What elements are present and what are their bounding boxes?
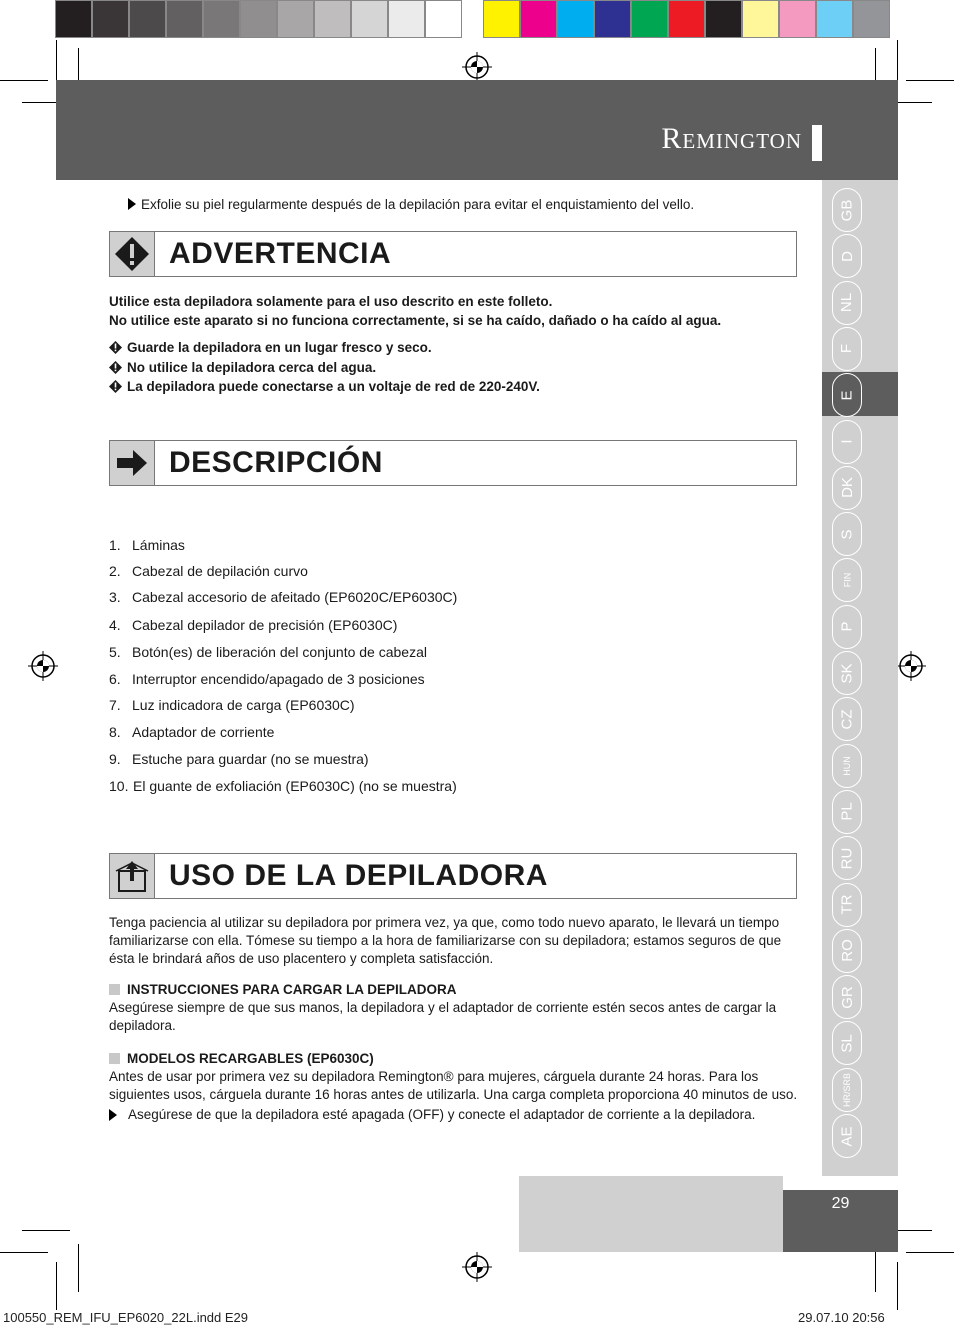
square-bullet-icon <box>109 984 120 995</box>
brand-logo: Remington <box>661 122 802 155</box>
language-tab-label: D <box>838 250 856 262</box>
list-item-number: 7. <box>109 697 121 713</box>
language-tab-label: GB <box>838 199 856 221</box>
language-tab-label: TR <box>838 894 856 915</box>
language-tab-e[interactable] <box>832 373 862 417</box>
list-item <box>109 778 457 794</box>
warning-diamond-icon <box>109 361 122 374</box>
calibration-swatch <box>203 0 240 38</box>
subsection-title-text: INSTRUCCIONES PARA CARGAR LA DEPILADORA <box>127 982 457 997</box>
language-tab-label: P <box>838 621 856 632</box>
list-item-text: Adaptador de corriente <box>132 724 275 740</box>
language-tab-s[interactable] <box>832 512 862 556</box>
list-item <box>109 617 397 633</box>
warning-item-text: Guarde la depiladora en un lugar fresco y seco. <box>127 340 432 355</box>
crop-mark <box>0 1252 48 1253</box>
warning-item-text: No utilice la depiladora cerca del agua. <box>127 359 377 375</box>
calibration-swatch <box>853 0 890 38</box>
section-title: ADVERTENCIA <box>169 237 392 270</box>
language-tab-hun[interactable] <box>832 744 862 788</box>
calibration-swatch <box>240 0 277 38</box>
list-item-text: El guante de exfoliación <box>133 778 282 794</box>
warning-item <box>109 378 799 397</box>
calibration-swatch <box>388 0 425 38</box>
calibration-swatch <box>779 0 816 38</box>
subsection-text: Asegúrese siempre de que sus manos, la depiladora y el adaptador de corriente estén secos antes de cargar la depiladora. <box>109 1000 777 1033</box>
calibration-swatch <box>425 0 462 38</box>
list-item-number: 6. <box>109 671 121 687</box>
warning-line: No utilice este aparato si no funciona correctamente, si se ha caído, dañado o ha caído al agua. <box>109 312 722 328</box>
list-item-model: (no se muestra) <box>266 751 369 767</box>
subsection-text: Antes de usar por primera vez su depiladora Remington® para mujeres, cárguela durante 24 horas. Para los siguientes usos, cárguela durante 16 horas antes de utilizarla. Una carga completa proporciona 40 minutos de uso. <box>109 1069 798 1102</box>
calibration-swatch <box>631 0 668 38</box>
calibration-swatch <box>594 0 631 38</box>
square-bullet-icon <box>109 1053 120 1064</box>
arrow-right-icon <box>110 441 155 485</box>
warning-item <box>109 339 799 358</box>
calibration-swatch <box>668 0 705 38</box>
list-item <box>109 751 369 767</box>
subsection-title <box>109 981 799 999</box>
language-tab-tr[interactable] <box>832 883 862 927</box>
language-tab-sl[interactable] <box>832 1021 862 1065</box>
list-item-number: 9. <box>109 751 121 767</box>
list-item <box>109 644 427 660</box>
calibration-swatch <box>557 0 594 38</box>
registration-mark-icon <box>28 651 58 681</box>
list-item-number: 4. <box>109 617 121 633</box>
language-tab-ae[interactable] <box>832 1114 862 1158</box>
uso-bullet-text: Asegúrese de que la depiladora esté apagada (OFF) y conecte el adaptador de corriente a la depiladora. <box>128 1107 756 1122</box>
list-item-model: (EP6030C) <box>324 617 398 633</box>
list-item-text: Luz indicadora de carga <box>132 697 282 713</box>
language-tab-fin[interactable] <box>832 558 862 602</box>
calibration-swatch <box>55 0 92 38</box>
language-tab-label: SK <box>838 662 856 684</box>
uso-intro: Tenga paciencia al utilizar su depiladora por primera vez, ya que, como todo nuevo aparato, le llevará un tiempo familiarizarse con ella. Tómese su tiempo a la hora de familiarizarse con su depiladora; estamos seguros de que ésta le brindará años de uso placentero y completa satisfacción. <box>109 915 782 966</box>
language-tab-ru[interactable] <box>832 836 862 880</box>
list-item-number: 5. <box>109 644 121 660</box>
language-tab-label: CZ <box>838 709 856 730</box>
list-item <box>109 697 355 713</box>
intro-bullet <box>128 196 798 215</box>
list-item-model: (EP6030C) (no se muestra) <box>281 778 457 794</box>
logo-bar <box>812 125 822 161</box>
section-advertencia <box>109 231 797 277</box>
list-item-model: (EP6030C) <box>281 697 355 713</box>
list-item-number: 3. <box>109 589 121 605</box>
language-tab-label: S <box>838 529 856 540</box>
language-tab-label: AE <box>838 1125 856 1147</box>
list-item-text: Botón(es) de liberación del conjunto de cabezal <box>132 644 427 660</box>
language-tab-dk[interactable] <box>832 466 862 510</box>
crop-mark <box>906 1252 954 1253</box>
crop-mark <box>0 80 48 81</box>
calibration-swatch <box>705 0 742 38</box>
language-tab-ro[interactable] <box>832 929 862 973</box>
list-item <box>109 589 457 605</box>
triangle-bullet-icon <box>128 198 136 210</box>
list-item <box>109 724 274 740</box>
color-calibration-bar <box>483 0 890 38</box>
calibration-swatch <box>520 0 557 38</box>
page-header <box>56 80 898 180</box>
list-item-model: (EP6020C/EP6030C) <box>320 589 458 605</box>
language-tab-gr[interactable] <box>832 975 862 1019</box>
calibration-swatch <box>277 0 314 38</box>
triangle-bullet-icon <box>109 1109 117 1121</box>
section-descripcion <box>109 440 797 486</box>
language-tab-hr-srb[interactable] <box>832 1068 862 1112</box>
warning-diamond-icon <box>109 380 122 393</box>
language-tab-label: F <box>838 344 856 354</box>
list-item <box>109 671 425 687</box>
warning-diamond-icon <box>109 341 122 354</box>
list-item-text: Interruptor encendido/apagado de 3 posiciones <box>132 671 425 687</box>
language-tab-gb[interactable] <box>832 188 862 232</box>
list-item-text: Cabezal depilador de precisión <box>132 617 325 633</box>
calibration-swatch <box>816 0 853 38</box>
list-item <box>109 563 308 579</box>
language-tab-label: RO <box>838 939 856 963</box>
uso-bullet <box>109 1106 799 1124</box>
language-tab-i[interactable] <box>832 420 862 464</box>
language-tab-label: GR <box>838 985 856 1009</box>
language-tab-label: FIN <box>842 573 852 588</box>
calibration-swatch <box>166 0 203 38</box>
language-tab-p[interactable] <box>832 605 862 649</box>
list-item-text: Cabezal accesorio de afeitado <box>132 589 321 605</box>
language-tab-label: NL <box>838 293 856 313</box>
registration-mark-icon <box>896 651 926 681</box>
list-item-text: Cabezal de depilación curvo <box>132 563 308 579</box>
registration-mark-icon <box>462 52 492 82</box>
language-tab-cz[interactable] <box>832 697 862 741</box>
list-item-number: 2. <box>109 563 121 579</box>
calibration-swatch <box>92 0 129 38</box>
subsection-title <box>109 1050 799 1068</box>
subsection-title-text: MODELOS RECARGABLES (EP6030C) <box>127 1051 374 1066</box>
crop-mark <box>78 1244 79 1292</box>
footer-slug-left: 100550_REM_IFU_EP6020_22L.indd E29 <box>3 1310 249 1325</box>
language-tab-label: E <box>838 390 856 401</box>
crop-mark <box>56 1262 57 1310</box>
section-uso <box>109 853 797 899</box>
list-item-number: 8. <box>109 724 121 740</box>
language-tab-nl[interactable] <box>832 281 862 325</box>
gray-calibration-bar <box>55 0 462 38</box>
crop-mark <box>22 1230 70 1231</box>
list-item <box>109 537 185 553</box>
language-tab-label: SL <box>838 1034 856 1053</box>
page-footer-box <box>519 1176 783 1252</box>
warning-item <box>109 359 799 378</box>
list-item-text: Estuche para guardar <box>132 751 267 767</box>
warning-icon <box>110 232 155 276</box>
language-tab-label: I <box>838 439 856 444</box>
warning-line: Utilice esta depiladora solamente para el uso descrito en este folleto. <box>109 294 553 309</box>
page-number: 29 <box>783 1190 898 1252</box>
language-tab-label: PL <box>838 802 856 822</box>
language-tab-label: RU <box>838 847 856 870</box>
intro-bullet-text: Exfolie su piel regularmente después de la depilación para evitar el enquistamiento del vello. <box>141 197 695 212</box>
list-item-number: 1. <box>109 537 121 553</box>
section-title: USO DE LA DEPILADORA <box>169 859 548 892</box>
language-tab-sk[interactable] <box>832 651 862 695</box>
registration-mark-icon <box>462 1252 492 1282</box>
footer-slug-right: 29.07.10 20:56 <box>798 1310 885 1325</box>
language-tabs <box>822 180 898 1176</box>
uso-body <box>109 914 799 1124</box>
language-tab-label: HR/SRB <box>842 1072 853 1107</box>
list-item-text: Láminas <box>132 537 185 553</box>
calibration-swatch <box>483 0 520 38</box>
calibration-swatch <box>742 0 779 38</box>
language-tab-label: DK <box>838 477 856 499</box>
usage-icon <box>110 854 155 898</box>
language-tab-pl[interactable] <box>832 790 862 834</box>
calibration-swatch <box>314 0 351 38</box>
language-tab-label: HUN <box>842 755 852 776</box>
section-title: DESCRIPCIÓN <box>169 446 383 479</box>
calibration-swatch <box>351 0 388 38</box>
list-item-number: 10. <box>109 778 129 794</box>
calibration-swatch <box>129 0 166 38</box>
language-tab-d[interactable] <box>832 234 862 278</box>
crop-mark <box>906 80 954 81</box>
warning-item-text: La depiladora puede conectarse a un voltaje de red de 220-240V. <box>127 379 540 394</box>
language-tab-f[interactable] <box>832 327 862 371</box>
crop-mark <box>897 1262 898 1310</box>
advertencia-body <box>109 293 799 397</box>
